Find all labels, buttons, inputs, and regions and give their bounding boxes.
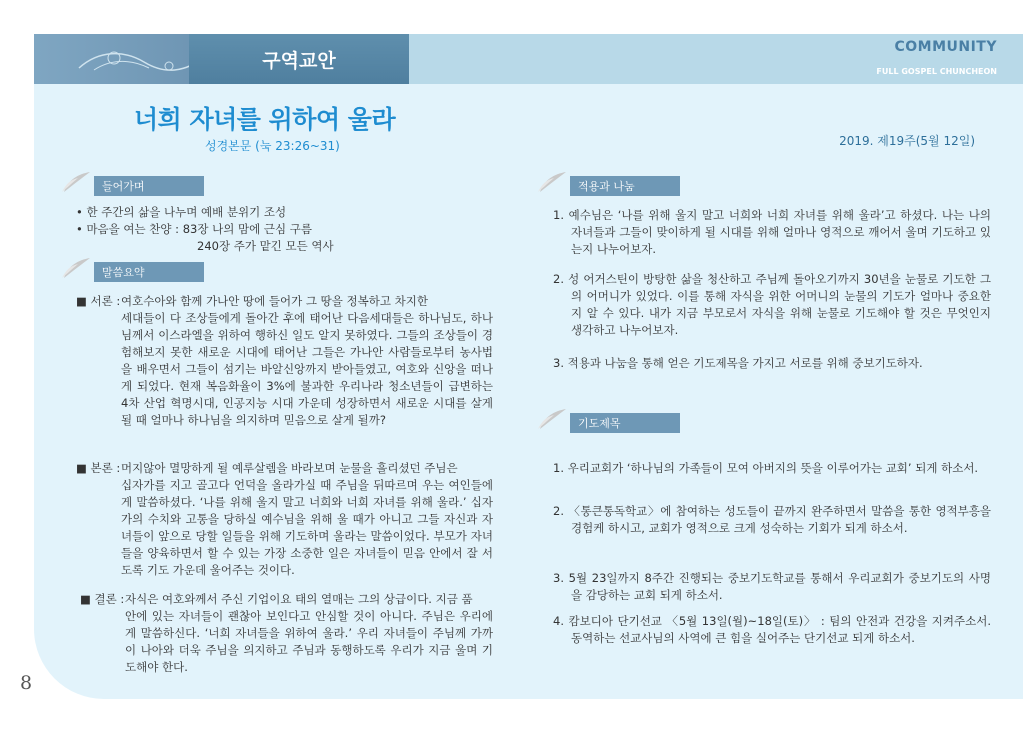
intro-section-label: ■ 서론 : <box>76 294 121 308</box>
page-number: 8 <box>20 672 33 694</box>
intro-line-2: • 마음을 여는 찬양 : 83장 나의 맘에 근심 구름 <box>76 222 312 236</box>
conclusion-section-first-line: 자식은 여호와께서 주신 기업이요 태의 열매는 그의 상급이다. 지금 품 <box>125 592 473 606</box>
lesson-date: 2019. 제19주(5월 12일) <box>839 134 975 148</box>
intro-heading-label: 들어가며 <box>94 176 204 196</box>
leaf-icon <box>536 407 570 431</box>
community-label: COMMUNITY <box>894 39 997 55</box>
prayer-item-4: 4. 캄보디아 단기선교 〈5월 13일(월)~18일(토)〉 : 팀의 안전과 건강을 지켜주소서. 동역하는 선교사님의 사역에 큰 힘을 실어주는 단기선교 되게 하소서. <box>553 614 991 645</box>
body-section-text: 십자가를 지고 골고다 언덕을 올라가실 때 주님을 뒤따르며 우는 여인들에게 말씀하셨다. ‘나를 위해 울지 말고 너희와 너희 자녀를 위해 울라.’ 십자가의 수치와 고통을 당하실 예수님을 위해 울 때가 아니고 그들 자신과 자녀들이 앞으로 당할 일들을 위해 기도하며 울라는 말씀이었다. 부모가 자녀들을 양육하면서 할 수 있는 가장 소중한 일은 자녀들이 믿음 안에서 잘 서도록 기도 가운데 울어주는 것이다. <box>121 478 493 577</box>
leaf-icon <box>60 170 94 194</box>
church-name: FULL GOSPEL CHUNCHEON <box>876 67 997 76</box>
apply-heading-label: 적용과 나눔 <box>570 176 680 196</box>
prayer-heading-label: 기도제목 <box>570 413 680 433</box>
body-section-label: ■ 본론 : <box>76 461 121 475</box>
header-band <box>34 34 1023 84</box>
prayer-item-3: 3. 5월 23일까지 8주간 진행되는 중보기도학교를 통해서 우리교회가 중보기도의 사명을 감당하는 교회 되게 하소서. <box>553 571 991 602</box>
intro-section-text: 세대들이 다 조상들에게 돌아간 후에 태어난 다음세대들은 하나님도, 하나님께서 이스라엘을 위하여 행하신 일도 알지 못하였다. 그들의 조상들이 경험해보지 못한 새로운 시대에 태어난 그들은 가나안 사람들로부터 농사법을 배우면서 그들이 섬기는 바알신앙까지 받아들였고, 여호와 신앙을 떠나게 되었다. 현재 복음화율이 3%에 불과한 우리나라 청소년들이 급변하는 4차 산업 혁명시대, 인공지능 시대 가운데 성장하면서 새로운 시대를 살게 될 때 얼마나 하나님을 의지하며 믿음으로 살게 될까? <box>121 311 493 427</box>
intro-section-first-line: 여호수아와 함께 가나안 땅에 들어가 그 땅을 정복하고 차지한 <box>121 294 428 308</box>
intro-heading <box>60 176 204 196</box>
scripture-reference: 성경본문 (눅 23:26~31) <box>205 139 340 153</box>
leaf-icon <box>536 170 570 194</box>
intro-line-1: • 한 주간의 삶을 나누며 예배 분위기 조성 <box>76 205 287 219</box>
apply-item-2: 2. 성 어거스틴이 방탕한 삶을 청산하고 주님께 돌아오기까지 30년을 눈물로 기도한 그의 어머니가 있었다. 이를 통해 자식을 위한 어머니의 눈물의 기도가 얼마나 중요한지 알 수 있다. 내가 지금 부모로서 자식을 위해 눈물로 기도해야 할 것은 무엇인지 생각하고 나누어보자. <box>553 272 991 337</box>
apply-item-3: 3. 적용과 나눔을 통해 얻은 기도제목을 가지고 서로를 위해 중보기도하자. <box>553 356 923 370</box>
prayer-item-1: 1. 우리교회가 ‘하나님의 가족들이 모여 아버지의 뜻을 이루어가는 교회’ 되게 하소서. <box>553 461 979 475</box>
intro-line-3: 240장 주가 맡긴 모든 역사 <box>197 239 334 253</box>
prayer-item-2: 2. 〈통큰통독학교〉에 참여하는 성도들이 끝까지 완주하면서 말씀을 통한 영적부흥을 경험케 하시고, 교회가 영적으로 크게 성숙하는 기회가 되게 하소서. <box>553 504 991 535</box>
summary-heading <box>60 262 204 282</box>
lesson-title: 너희 자녀를 위하여 울라 <box>134 105 396 134</box>
apply-heading <box>536 176 680 196</box>
section-tab <box>189 34 409 84</box>
conclusion-section-text: 안에 있는 자녀들이 괜찮아 보인다고 안심할 것이 아니다. 주님은 우리에게 말씀하신다. ‘너희 자녀들을 위하여 울라.’ 우리 자녀들이 주님께 가까이 나아와 더욱 주님을 의지하고 주님과 동행하도록 우리가 지금 울며 기도해야 한다. <box>125 609 493 674</box>
summary-heading-label: 말씀요약 <box>94 262 204 282</box>
conclusion-section-label: ■ 결론 : <box>80 592 125 606</box>
header-ornament-area <box>34 34 189 84</box>
body-section-first-line: 머지않아 멸망하게 될 예루살렘을 바라보며 눈물을 흘리셨던 주님은 <box>121 461 458 475</box>
leaf-icon <box>60 256 94 280</box>
section-tab-label: 구역교안 <box>262 49 336 72</box>
prayer-heading <box>536 413 680 433</box>
apply-item-1: 1. 예수님은 ‘나를 위해 울지 말고 너희와 너희 자녀를 위해 울라’고 하셨다. 나는 나의 자녀들과 그들이 맞이하게 될 시대를 위해 얼마나 영적으로 깨어서 울며 기도하고 있는지 나누어보자. <box>553 208 991 256</box>
